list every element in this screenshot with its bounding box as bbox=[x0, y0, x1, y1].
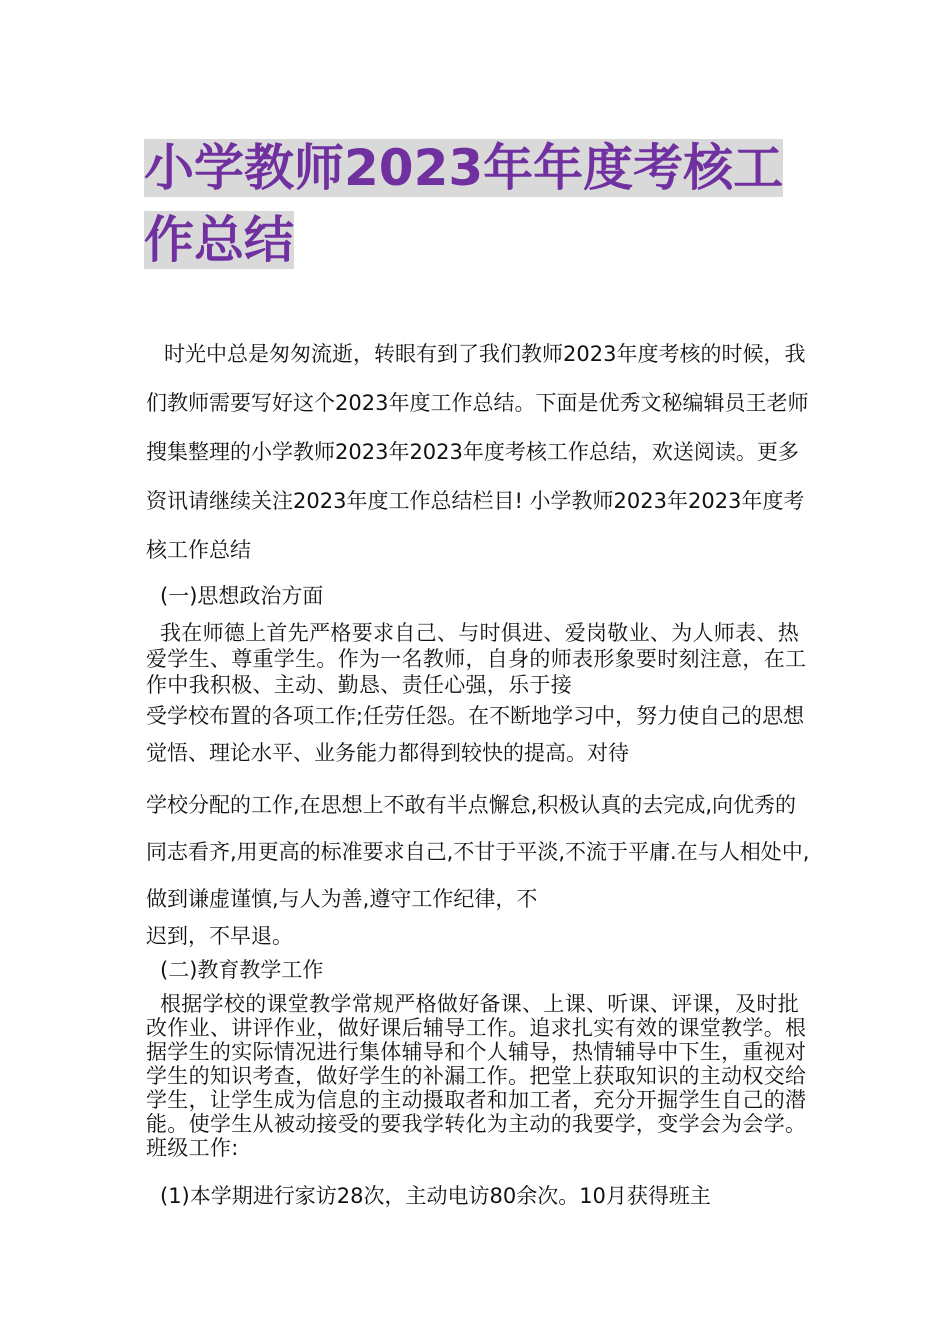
section1-paragraph-part3: 学校分配的工作,在思想上不敢有半点懈怠,积极认真的去完成,向优秀的同志看齐,用更高的标准要求自己,不甘于平淡,不流于平庸.在与人相处中,做到谦虚谨慎,与人为善,遵守工作纪律，不 bbox=[146, 793, 810, 911]
class-work-item-1: (1)本学期进行家访28次，主动电访80余次。10月获得班主 bbox=[160, 1184, 711, 1208]
intro-paragraph: 时光中总是匆匆流逝，转眼有到了我们教师2023年度考核的时候，我们教师需要写好这个2023年度工作总结。下面是优秀文秘编辑员王老师搜集整理的小学教师2023年2023年度考核工作总结，欢送阅读。更多资讯请继续关注2023年度工作总结栏目! 小学教师2023年2023年度考核工作总结 bbox=[146, 342, 809, 562]
section1-paragraph-part1: 我在师德上首先严格要求自己、与时俱进、爱岗敬业、为人师表、热爱学生、尊重学生。作为一名教师，自身的师表形象要时刻注意，在工作中我积极、主动、勤恳、责任心强，乐于接 bbox=[146, 621, 807, 697]
section1-paragraph-part4: 迟到，不早退。 bbox=[146, 924, 293, 948]
section-heading-teaching: (二)教育教学工作 bbox=[160, 958, 324, 982]
document-title bbox=[144, 132, 814, 276]
section2-paragraph: 根据学校的课堂教学常规严格做好备课、上课、听课、评课，及时批改作业、讲评作业，做好课后辅导工作。追求扎实有效的课堂教学。根据学生的实际情况进行集体辅导和个人辅导，热情辅导中下生，重视对学生的知识考查，做好学生的补漏工作。把堂上获取知识的主动权交给学生，让学生成为信息的主动摄取者和加工者，充分开掘学生自己的潜能。使学生从被动接受的要我学转化为主动的我要学，变学会为会学。班级工作: bbox=[146, 992, 807, 1160]
section-heading-politics: (一)思想政治方面 bbox=[160, 584, 324, 608]
document-title-text: 小学教师2023年年度考核工作总结 bbox=[144, 139, 784, 269]
section1-paragraph-part2: 受学校布置的各项工作;任劳任怨。在不断地学习中，努力使自己的思想觉悟、理论水平、业务能力都得到较快的提高。对待 bbox=[146, 704, 805, 765]
